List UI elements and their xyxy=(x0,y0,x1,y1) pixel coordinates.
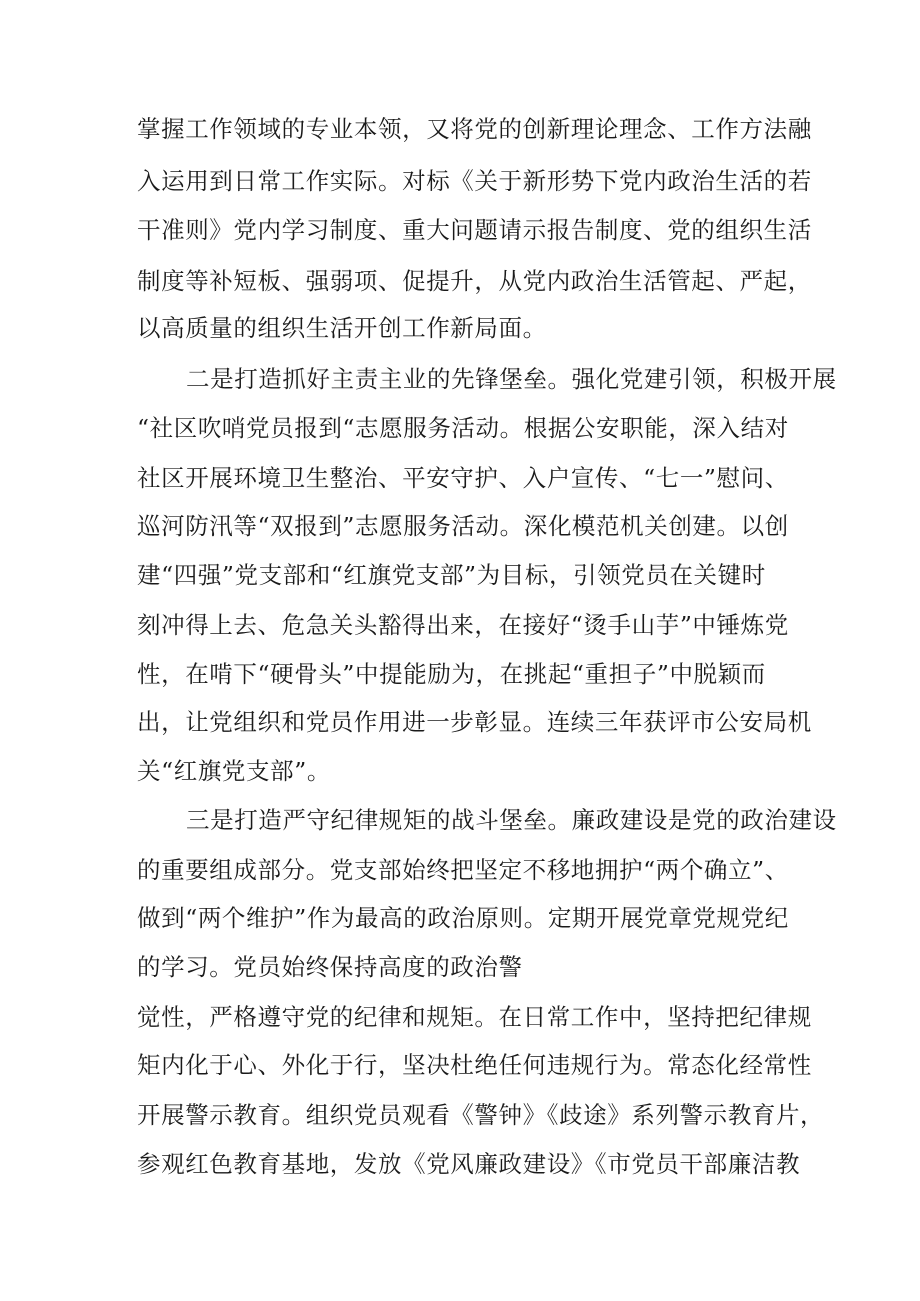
text-line: 开展警示教育。组织党员观看《警钟》《歧途》系列警示教育片， xyxy=(137,1101,825,1129)
text-line: 参观红色教育基地，发放《党风廉政建设》《市党员干部廉洁教 xyxy=(137,1150,801,1178)
text-line: 矩内化于心、外化于行，坚决杜绝任何违规行为。常态化经常性 xyxy=(137,1051,812,1079)
text-line: 性，在啃下“硬骨头”中提能励为，在挑起“重担子”中脱颖而 xyxy=(137,660,766,688)
text-line: 掌握工作领域的专业本领，又将党的创新理论理念、工作方法融 xyxy=(137,115,812,143)
text-line: 入运用到日常工作实际。对标《关于新形势下党内政治生活的若 xyxy=(137,167,812,195)
text-line: 做到“两个维护”作为最高的政治原则。定期开展党章党规党纪 xyxy=(137,904,789,932)
text-line: 制度等补短板、强弱项、促提升，从党内政治生活管起、严起， xyxy=(137,267,812,295)
text-line: 干准则》党内学习制度、重大问题请示报告制度、党的组织生活 xyxy=(137,216,812,244)
text-line: 的学习。党员始终保持高度的政治警 xyxy=(137,953,523,981)
text-line: 觉性，严格遵守党的纪律和规矩。在日常工作中，坚持把纪律规 xyxy=(137,1003,812,1031)
text-line: 关“红旗党支部”。 xyxy=(137,757,331,785)
text-line: 社区开展环境卫生整治、平安守护、入户宣传、“七一”慰问、 xyxy=(137,464,789,492)
text-line: 巡河防汛等“双报到”志愿服务活动。深化模范机关创建。以创 xyxy=(137,512,789,540)
text-line: “社区吹哨党员报到“志愿服务活动。根据公安职能，深入结对 xyxy=(137,414,789,442)
text-line: 出，让党组织和党员作用进一步彰显。连续三年获评市公安局机 xyxy=(137,708,812,736)
paragraph-start-line: 三是打造严守纪律规矩的战斗堡垒。廉政建设是党的政治建设 xyxy=(186,806,837,834)
text-line: 建“四强”党支部和“红旗党支部”为目标，引领党员在关键时 xyxy=(137,561,766,589)
text-line: 刻冲得上去、危急关头豁得出来，在接好“烫手山芋”中锤炼党 xyxy=(137,611,789,639)
text-line: 的重要组成部分。党支部始终把坚定不移地拥护“两个确立”、 xyxy=(137,856,789,884)
text-line: 以高质量的组织生活开创工作新局面。 xyxy=(137,314,547,342)
paragraph-start-line: 二是打造抓好主责主业的先锋堡垒。强化党建引领，积极开展 xyxy=(186,365,837,393)
